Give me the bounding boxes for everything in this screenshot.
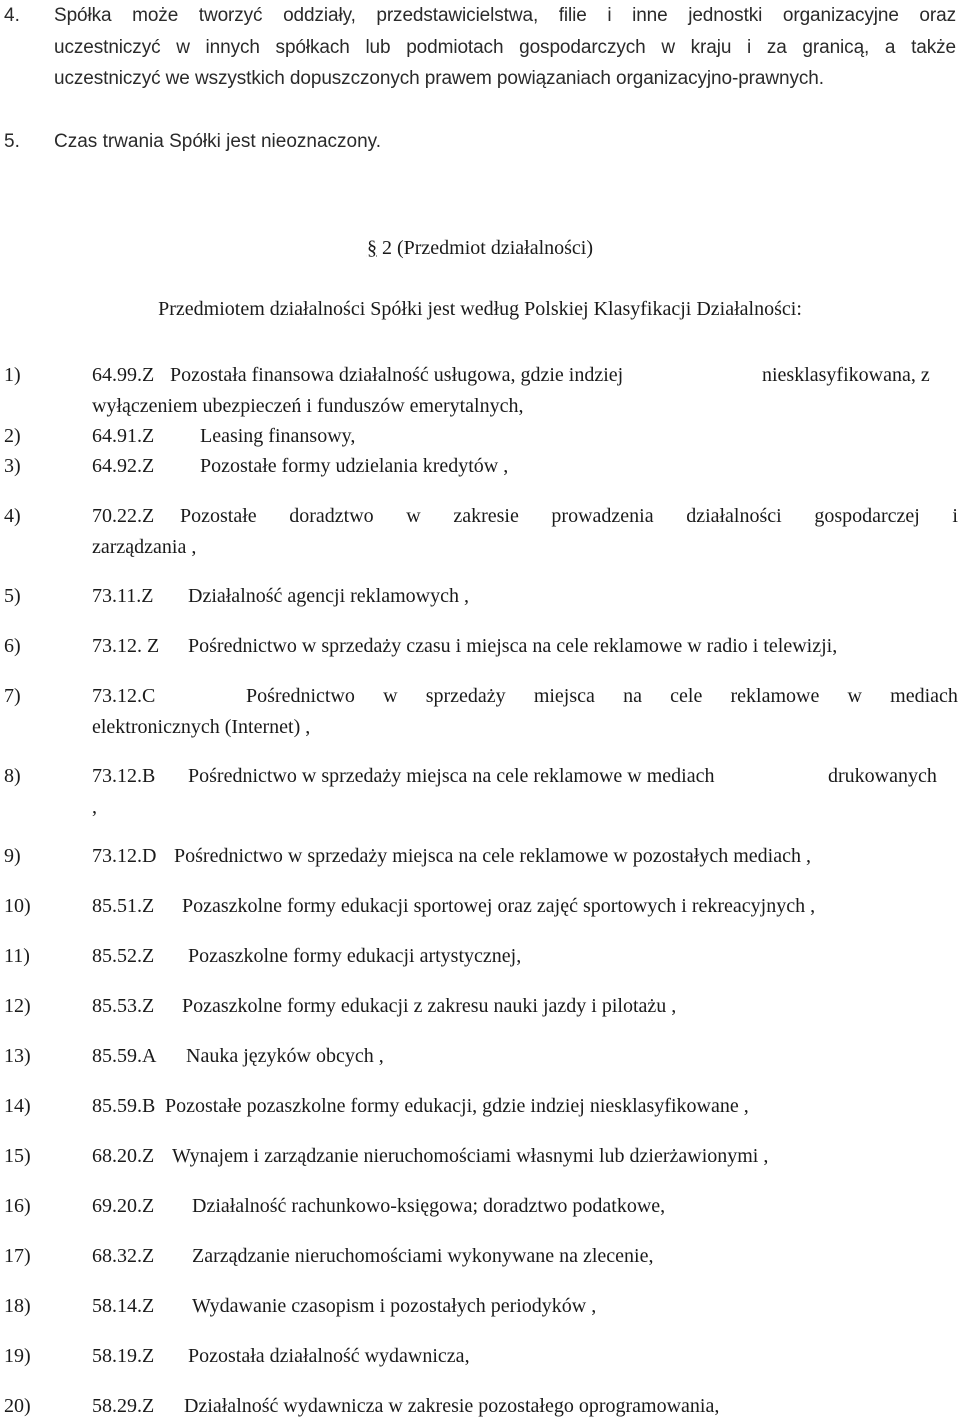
pkd-code: 64.99.Z xyxy=(92,364,155,386)
list-item-number: 15) xyxy=(4,1145,31,1167)
pkd-code: 68.20.Z xyxy=(92,1145,155,1167)
list-item xyxy=(4,681,958,738)
pkd-description: Pośrednictwo w sprzedaży miejsca na cele reklamowe w mediach xyxy=(188,765,715,787)
description-word: w xyxy=(847,685,862,707)
pkd-description: Wynajem i zarządzanie nieruchomościami własnymi lub dzierżawionymi , xyxy=(172,1145,769,1167)
list-item xyxy=(4,1291,958,1321)
pkd-description-tail: drukowanych xyxy=(828,765,937,787)
pkd-code: 64.92.Z xyxy=(92,455,155,477)
pkd-code: 85.59.B xyxy=(92,1095,156,1117)
list-item xyxy=(4,501,958,558)
list-item-number: 13) xyxy=(4,1045,31,1067)
pkd-description: Pozaszkolne formy edukacji artystycznej, xyxy=(188,945,522,967)
pkd-description: Pośrednictwo w sprzedaży czasu i miejsca na cele reklamowe w radio i telewizji, xyxy=(188,635,838,657)
list-item-number: 18) xyxy=(4,1295,31,1317)
pkd-description: Pozostała działalność wydawnicza, xyxy=(188,1345,470,1367)
list-item xyxy=(4,421,958,451)
paragraph-5-text: Czas trwania Spółki jest nieoznaczony. xyxy=(54,131,382,152)
list-item xyxy=(4,1391,958,1421)
pkd-description: Pozostała finansowa działalność usługowa, gdzie indziej xyxy=(170,364,624,386)
pkd-code: 85.53.Z xyxy=(92,995,155,1017)
list-item xyxy=(4,1241,958,1271)
description-word: działalności xyxy=(686,505,782,527)
list-item-number: 8) xyxy=(4,765,21,787)
pkd-description: Pozostałe formy udzielania kredytów , xyxy=(200,455,509,477)
pkd-description: Działalność wydawnicza w zakresie pozostałego oprogramowania, xyxy=(184,1395,720,1417)
section-title: 2 (Przedmiot działalności) xyxy=(381,237,594,259)
pkd-code: 73.12. Z xyxy=(92,635,160,657)
list-item-number: 11) xyxy=(4,945,30,967)
description-word: w xyxy=(383,685,398,707)
list-item-number: 17) xyxy=(4,1245,31,1267)
pkd-description: Działalność agencji reklamowych , xyxy=(188,585,469,607)
pkd-code: 68.32.Z xyxy=(92,1245,155,1267)
pkd-code: 70.22.Z xyxy=(92,505,155,527)
paragraph-4-text-line-2: uczestniczyć w innych spółkach lub podmiotach gospodarczych w kraju i za granicą, a także xyxy=(54,36,956,58)
description-word: miejsca xyxy=(533,685,595,707)
list-item xyxy=(4,761,958,818)
list-item-number: 16) xyxy=(4,1195,31,1217)
list-item xyxy=(4,1191,958,1221)
list-item xyxy=(4,631,958,661)
paragraph-4-number: 4. xyxy=(4,5,20,26)
list-item xyxy=(4,1091,958,1121)
pkd-description-continuation: wyłączeniem ubezpieczeń i funduszów emerytalnych, xyxy=(92,395,524,417)
description-word: zakresie xyxy=(453,505,519,527)
list-item-number: 19) xyxy=(4,1345,31,1367)
list-item-number: 9) xyxy=(4,845,21,867)
description-word: sprzedaży xyxy=(425,685,506,707)
list-item xyxy=(4,941,958,971)
list-item xyxy=(4,581,958,611)
pkd-code: 73.11.Z xyxy=(92,585,154,607)
pkd-description-continuation: elektronicznych (Internet) , xyxy=(92,716,311,738)
list-item-number: 3) xyxy=(4,455,21,477)
description-word: reklamowe xyxy=(730,685,820,707)
pkd-description-continuation: zarządzania , xyxy=(92,536,197,558)
pkd-description: Zarządzanie nieruchomościami wykonywane na zlecenie, xyxy=(192,1245,654,1267)
pkd-description xyxy=(246,681,958,711)
pkd-code: 85.52.Z xyxy=(92,945,155,967)
description-word: cele xyxy=(670,685,703,707)
pkd-description: Wydawanie czasopism i pozostałych periodyków , xyxy=(192,1295,597,1317)
pkd-code: 64.91.Z xyxy=(92,425,155,447)
section-lead: Przedmiotem działalności Spółki jest według Polskiej Klasyfikacji Działalności: xyxy=(158,298,802,320)
pkd-description: Leasing finansowy, xyxy=(200,425,356,447)
list-item-number: 14) xyxy=(4,1095,31,1117)
pkd-description: Pozaszkolne formy edukacji z zakresu nauki jazdy i pilotażu , xyxy=(182,995,677,1017)
list-item-number: 12) xyxy=(4,995,31,1017)
description-word: na xyxy=(623,685,642,707)
pkd-description: Pośrednictwo w sprzedaży miejsca na cele reklamowe w pozostałych mediach , xyxy=(174,845,811,867)
list-item xyxy=(4,451,958,481)
description-word: doradztwo xyxy=(289,505,374,527)
description-word: Pośrednictwo xyxy=(246,685,355,707)
pkd-code: 85.59.A xyxy=(92,1045,157,1067)
pkd-description-continuation: , xyxy=(92,796,97,818)
paragraph-4-text-line-3: uczestniczyć we wszystkich dopuszczonych prawem powiązaniach organizacyjno-prawnych. xyxy=(54,68,824,89)
list-item-number: 6) xyxy=(4,635,21,657)
paragraph-5-number: 5. xyxy=(4,131,20,152)
list-item xyxy=(4,360,958,417)
list-item-number: 10) xyxy=(4,895,31,917)
description-word: Pozostałe xyxy=(180,505,257,527)
pkd-description: Działalność rachunkowo-księgowa; doradztwo podatkowe, xyxy=(192,1195,666,1217)
paragraph-sign: § xyxy=(366,237,377,259)
description-word: w xyxy=(406,505,421,527)
description-word: mediach xyxy=(890,685,958,707)
description-word: gospodarczej xyxy=(814,505,920,527)
pkd-description: Nauka języków obcych , xyxy=(186,1045,384,1067)
pkd-code: 73.12.D xyxy=(92,845,157,867)
description-word: i xyxy=(952,505,958,527)
description-word: prowadzenia xyxy=(551,505,654,527)
pkd-description: Pozaszkolne formy edukacji sportowej oraz zajęć sportowych i rekreacyjnych , xyxy=(182,895,816,917)
pkd-code: 58.19.Z xyxy=(92,1345,155,1367)
list-item xyxy=(4,1341,958,1371)
pkd-code: 85.51.Z xyxy=(92,895,155,917)
list-item-number: 20) xyxy=(4,1395,31,1417)
list-item-number: 1) xyxy=(4,364,21,386)
list-item xyxy=(4,1141,958,1171)
pkd-code: 73.12.B xyxy=(92,765,156,787)
pkd-description: Pozostałe pozaszkolne formy edukacji, gdzie indziej niesklasyfikowane , xyxy=(165,1095,749,1117)
list-item-number: 4) xyxy=(4,505,21,527)
list-item xyxy=(4,991,958,1021)
pkd-code: 58.29.Z xyxy=(92,1395,155,1417)
paragraph-4-text-line-1: Spółka może tworzyć oddziały, przedstawicielstwa, filie i inne jednostki organizacyjne oraz xyxy=(54,5,956,26)
list-item xyxy=(4,841,958,871)
list-item-number: 7) xyxy=(4,685,21,707)
pkd-code: 69.20.Z xyxy=(92,1195,155,1217)
pkd-description xyxy=(180,501,958,531)
list-item xyxy=(4,891,958,921)
list-item-number: 2) xyxy=(4,425,21,447)
list-item-number: 5) xyxy=(4,585,21,607)
pkd-code: 58.14.Z xyxy=(92,1295,155,1317)
pkd-code: 73.12.C xyxy=(92,685,156,707)
pkd-description-tail: niesklasyfikowana, z xyxy=(762,364,930,386)
list-item xyxy=(4,1041,958,1071)
